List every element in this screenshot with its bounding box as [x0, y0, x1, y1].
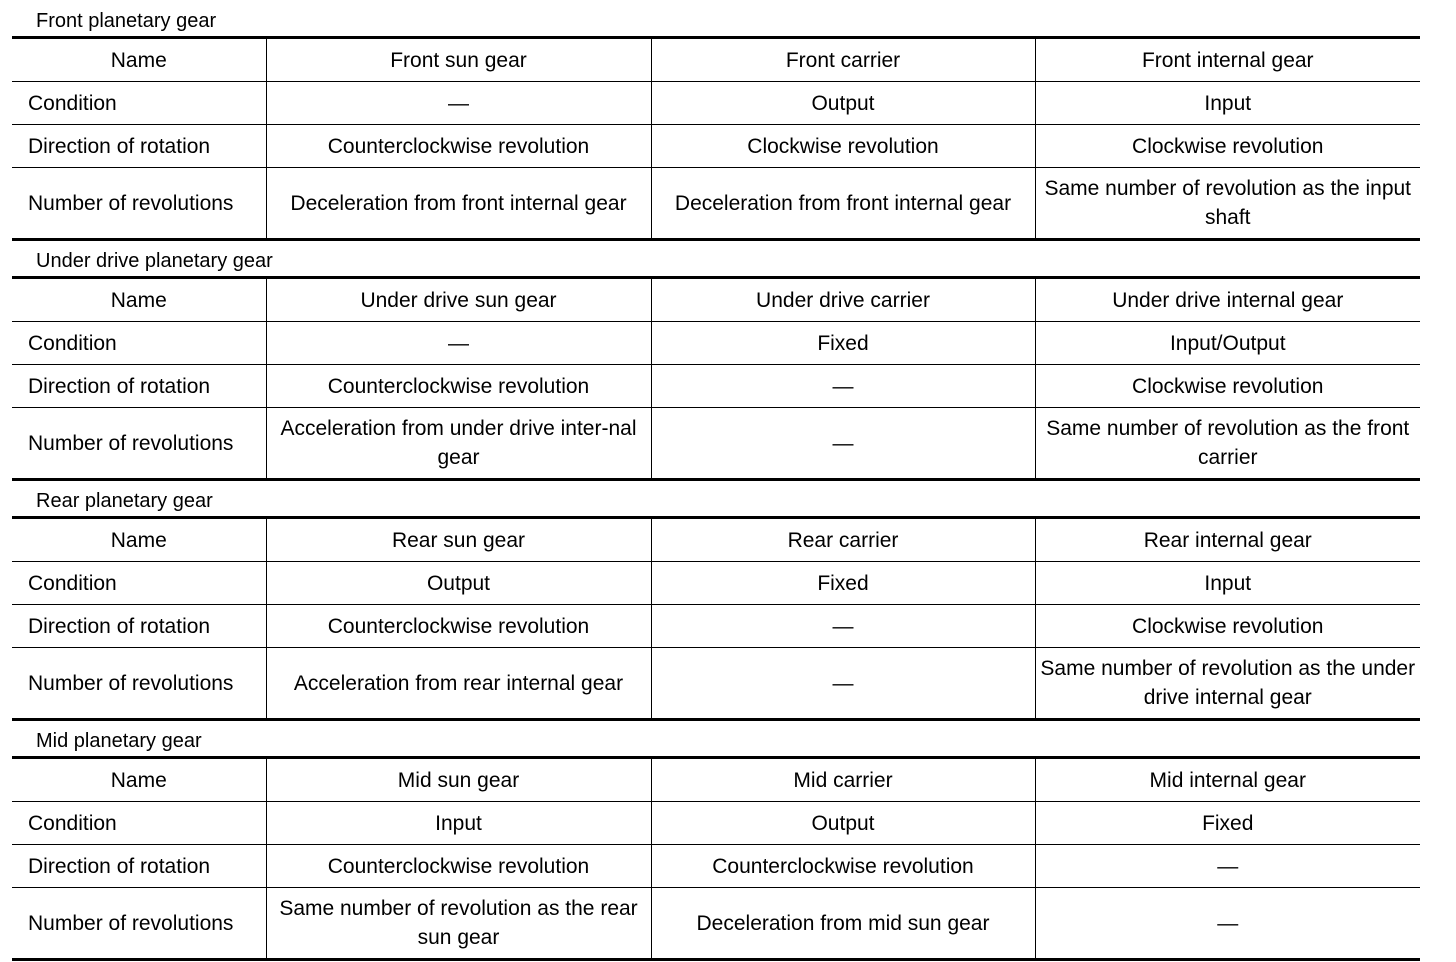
section-title: Front planetary gear [36, 10, 217, 32]
row-label-revolutions: Number of revolutions [12, 648, 266, 720]
direction-cell: Clockwise revolution [1035, 605, 1420, 648]
table-row-condition [12, 322, 1420, 365]
name-cell: Rear carrier [651, 518, 1035, 562]
condition-cell: Fixed [651, 322, 1035, 365]
direction-cell: Counterclockwise revolution [266, 365, 651, 408]
table-row-direction [12, 365, 1420, 408]
condition-cell: Input [1035, 562, 1420, 605]
name-cell: Front sun gear [266, 38, 651, 82]
mid-planetary-gear-table [12, 756, 1420, 961]
name-cell: Rear sun gear [266, 518, 651, 562]
table-row-direction [12, 845, 1420, 888]
front-planetary-gear-table [12, 36, 1420, 241]
row-label-direction: Direction of rotation [12, 125, 266, 168]
table-row-name [12, 278, 1420, 322]
condition-cell: Input/Output [1035, 322, 1420, 365]
row-label-name: Name [12, 758, 266, 802]
name-cell: Front internal gear [1035, 38, 1420, 82]
name-cell: Mid internal gear [1035, 758, 1420, 802]
row-label-revolutions: Number of revolutions [12, 408, 266, 480]
condition-cell: Input [1035, 82, 1420, 125]
row-label-condition: Condition [12, 802, 266, 845]
section-title: Mid planetary gear [36, 730, 202, 752]
row-label-direction: Direction of rotation [12, 845, 266, 888]
row-label-revolutions: Number of revolutions [12, 168, 266, 240]
table-row-revolutions [12, 648, 1420, 720]
revolutions-cell: — [651, 408, 1035, 480]
table-row-direction [12, 605, 1420, 648]
name-cell: Mid carrier [651, 758, 1035, 802]
row-label-condition: Condition [12, 82, 266, 125]
table-row-direction [12, 125, 1420, 168]
condition-cell: Output [651, 82, 1035, 125]
table-row-revolutions [12, 888, 1420, 960]
direction-cell: Counterclockwise revolution [266, 845, 651, 888]
condition-cell: Input [266, 802, 651, 845]
revolutions-cell: Deceleration from front internal gear [651, 168, 1035, 240]
row-label-revolutions: Number of revolutions [12, 888, 266, 960]
table-row-condition [12, 802, 1420, 845]
section-title: Under drive planetary gear [36, 250, 273, 272]
direction-cell: Clockwise revolution [1035, 365, 1420, 408]
direction-cell: Clockwise revolution [651, 125, 1035, 168]
direction-cell: Counterclockwise revolution [651, 845, 1035, 888]
direction-cell: Counterclockwise revolution [266, 125, 651, 168]
revolutions-cell: Deceleration from front internal gear [266, 168, 651, 240]
revolutions-cell: Acceleration from rear internal gear [266, 648, 651, 720]
table-row-name [12, 518, 1420, 562]
row-label-name: Name [12, 278, 266, 322]
direction-cell: Clockwise revolution [1035, 125, 1420, 168]
revolutions-cell: Acceleration from under drive inter-nal gear [266, 408, 651, 480]
condition-cell: — [266, 82, 651, 125]
section-title: Rear planetary gear [36, 490, 213, 512]
revolutions-cell: Deceleration from mid sun gear [651, 888, 1035, 960]
table-row-condition [12, 562, 1420, 605]
rear-planetary-gear-table [12, 516, 1420, 721]
name-cell: Rear internal gear [1035, 518, 1420, 562]
table-row-revolutions [12, 408, 1420, 480]
direction-cell: — [1035, 845, 1420, 888]
under-drive-planetary-gear-table [12, 276, 1420, 481]
name-cell: Under drive carrier [651, 278, 1035, 322]
revolutions-cell: Same number of revolution as the rear sun gear [266, 888, 651, 960]
name-cell: Under drive internal gear [1035, 278, 1420, 322]
condition-cell: Output [266, 562, 651, 605]
direction-cell: — [651, 605, 1035, 648]
direction-cell: — [651, 365, 1035, 408]
revolutions-cell: Same number of revolution as the under drive internal gear [1035, 648, 1420, 720]
row-label-name: Name [12, 518, 266, 562]
condition-cell: Fixed [651, 562, 1035, 605]
revolutions-cell: Same number of revolution as the input shaft [1035, 168, 1420, 240]
condition-cell: — [266, 322, 651, 365]
table-row-condition [12, 82, 1420, 125]
condition-cell: Fixed [1035, 802, 1420, 845]
direction-cell: Counterclockwise revolution [266, 605, 651, 648]
name-cell: Front carrier [651, 38, 1035, 82]
table-row-name [12, 38, 1420, 82]
name-cell: Mid sun gear [266, 758, 651, 802]
row-label-direction: Direction of rotation [12, 605, 266, 648]
name-cell: Under drive sun gear [266, 278, 651, 322]
row-label-name: Name [12, 38, 266, 82]
revolutions-cell: — [1035, 888, 1420, 960]
table-row-revolutions [12, 168, 1420, 240]
revolutions-cell: Same number of revolution as the front carrier [1035, 408, 1420, 480]
row-label-condition: Condition [12, 562, 266, 605]
revolutions-cell: — [651, 648, 1035, 720]
row-label-direction: Direction of rotation [12, 365, 266, 408]
row-label-condition: Condition [12, 322, 266, 365]
table-row-name [12, 758, 1420, 802]
condition-cell: Output [651, 802, 1035, 845]
